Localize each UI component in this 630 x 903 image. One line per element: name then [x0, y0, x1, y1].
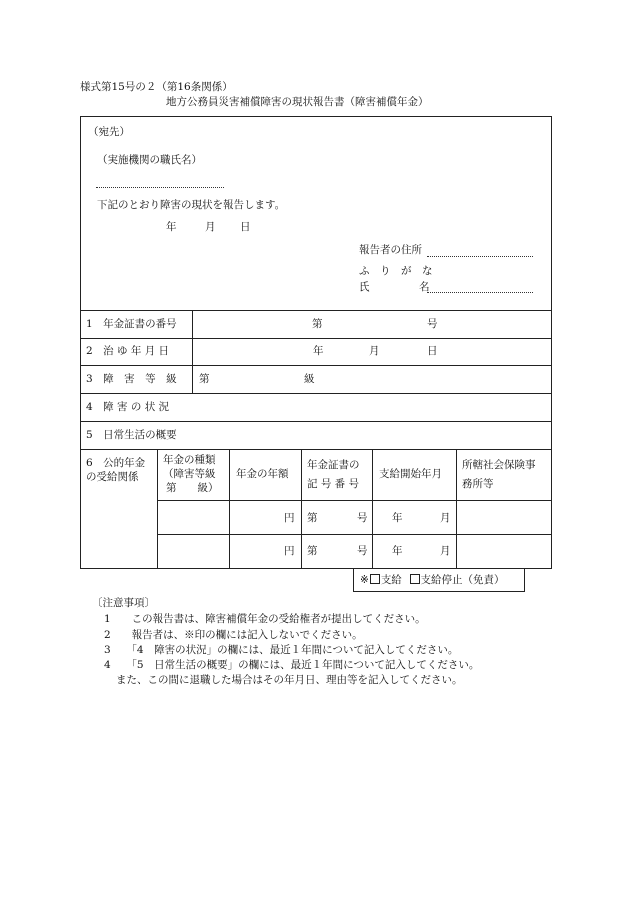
- status-box-content: [360, 574, 505, 586]
- note-item-4-continued: また、この間に退職した場合はその年月日、理由等を記入してください。: [116, 674, 463, 686]
- date-year[interactable]: 年: [166, 221, 177, 233]
- col-type-line1: 年金の種類: [163, 454, 216, 466]
- row-line-2: [80, 338, 552, 339]
- reporter-address-label: 報告者の住所: [359, 244, 422, 256]
- note-item-1: 1 この報告書は、障害補償年金の受給権者が提出してください。: [104, 613, 426, 625]
- pension-row1-month[interactable]: 月: [440, 512, 451, 524]
- disability-grade-kyu[interactable]: 級: [304, 373, 315, 385]
- date-month[interactable]: 月: [205, 221, 216, 233]
- note-item-3: 3 「4 障害の状況」の欄には、最近１年間について記入してください。: [104, 644, 459, 656]
- name-label-shi: 氏: [359, 281, 370, 293]
- pension-line-1: [157, 500, 552, 501]
- notes-heading: 〔注意事項〕: [92, 597, 155, 609]
- status-prefix: ※: [360, 574, 369, 586]
- pension-col-divider-2: [229, 449, 230, 569]
- pension-relation-label-1: 6 公的年金: [86, 457, 146, 469]
- date-day[interactable]: 日: [240, 221, 251, 233]
- disability-status-label: 4 障 害 の 状 況: [86, 401, 170, 413]
- row-line-1: [80, 310, 552, 311]
- pension-col-divider-5: [456, 449, 457, 569]
- note-item-2: 2 報告者は、※印の欄には記入しないでください。: [104, 629, 363, 641]
- col-amount: 年金の年額: [236, 468, 289, 480]
- addressee-label: （宛先）: [88, 126, 130, 138]
- suspension-checkbox[interactable]: [410, 574, 420, 584]
- pension-row2-dai[interactable]: 第: [307, 545, 318, 557]
- row-line-3: [80, 365, 552, 366]
- col-office-line1: 所轄社会保険事: [462, 459, 536, 471]
- label-divider: [192, 310, 193, 393]
- pension-relation-label-2: の受給関係: [86, 471, 139, 483]
- col-cert-line2: 記 号 番 号: [307, 478, 360, 490]
- recovery-date-label: 2 治 ゆ 年 月 日: [86, 345, 170, 357]
- form-number: 様式第15号の２（第16条関係）: [80, 81, 233, 93]
- pension-row2-month[interactable]: 月: [440, 545, 451, 557]
- col-start: 支給開始年月: [379, 468, 442, 480]
- furigana-label: ふ り が な: [359, 265, 433, 277]
- pension-row2-go[interactable]: 号: [357, 545, 368, 557]
- pension-cert-label: 1 年金証書の番号: [86, 318, 177, 330]
- report-statement: 下記のとおり障害の現状を報告します。: [97, 199, 286, 211]
- pension-row1-year[interactable]: 年: [392, 512, 403, 524]
- note-item-4: 4 「5 日常生活の概要」の欄には、最近１年間について記入してください。: [104, 659, 480, 671]
- form-frame: [80, 116, 552, 569]
- pension-row2-yen[interactable]: 円: [284, 545, 295, 557]
- recovery-date-day[interactable]: 日: [427, 345, 438, 357]
- reporter-address-line[interactable]: [427, 256, 533, 257]
- pension-row2-year[interactable]: 年: [392, 545, 403, 557]
- pension-cert-go[interactable]: 号: [427, 318, 438, 330]
- form-title: 地方公務員災害補償障害の現状報告書（障害補償年金）: [166, 96, 429, 108]
- name-label-mei: 名: [419, 281, 430, 293]
- col-type-line2: （障害等級: [163, 468, 216, 480]
- recovery-date-year[interactable]: 年: [313, 345, 324, 357]
- pension-col-divider-4: [372, 449, 373, 569]
- daily-life-label: 5 日常生活の概要: [86, 429, 177, 441]
- disability-grade-dai[interactable]: 第: [199, 373, 210, 385]
- row-line-5: [80, 421, 552, 422]
- pension-row1-yen[interactable]: 円: [284, 512, 295, 524]
- col-cert-line1: 年金証書の: [307, 459, 360, 471]
- row-line-6: [80, 449, 552, 450]
- col-office-line2: 務所等: [462, 478, 494, 490]
- agency-name-label: （実施機関の職氏名）: [97, 154, 202, 166]
- pension-cert-dai[interactable]: 第: [312, 318, 323, 330]
- payment-label: 支給: [380, 574, 402, 586]
- pension-col-divider-3: [301, 449, 302, 569]
- row-line-4: [80, 393, 552, 394]
- reporter-name-line[interactable]: [427, 292, 533, 293]
- col-type-line3: 第 級）: [166, 482, 219, 494]
- pension-col-divider-1: [157, 449, 158, 569]
- pension-row1-go[interactable]: 号: [357, 512, 368, 524]
- disability-grade-label: 3 障 害 等 級: [86, 373, 177, 385]
- agency-name-line[interactable]: [96, 187, 224, 188]
- recovery-date-month[interactable]: 月: [369, 345, 380, 357]
- suspension-label: 支給停止（免責）: [420, 574, 505, 586]
- pension-row1-dai[interactable]: 第: [307, 512, 318, 524]
- payment-checkbox[interactable]: [370, 574, 380, 584]
- pension-line-2: [157, 534, 552, 535]
